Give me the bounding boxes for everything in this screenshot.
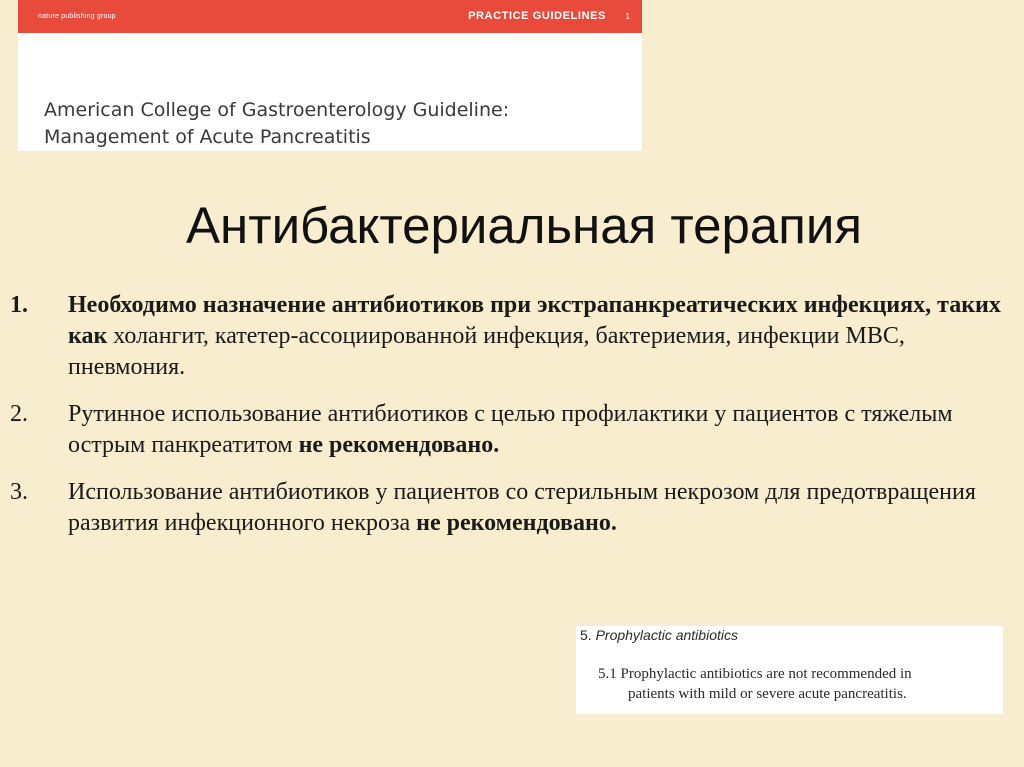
list-item-number: 2.: [10, 401, 28, 427]
list-item: [10, 477, 1010, 539]
list-item: [10, 399, 1010, 461]
list-item-text: Использование антибиотиков у пациентов со стерильным некрозом для предотвращения развития инфекционного некроза: [68, 479, 976, 536]
section-label: PRACTICE GUIDELINES: [468, 10, 606, 22]
publisher-label: nature publishing group: [38, 13, 116, 20]
journal-header-excerpt: [18, 0, 642, 151]
slide-title: Антибактериальная терапия: [186, 197, 862, 254]
recommendation-list: [10, 290, 1010, 555]
list-item-number: 1.: [10, 292, 28, 318]
quote-heading-number: 5.: [580, 627, 592, 643]
list-item-bold-text: не рекомендовано.: [298, 432, 500, 458]
list-item-text: холангит, катетер-ассоциированной инфекция, бактериемия, инфекции МВС, пневмония.: [68, 323, 905, 380]
guideline-quote-excerpt: [576, 626, 1003, 714]
list-item-bold-text: Необходимо назначение антибиотиков при экстрапанкреатических инфекциях, таких как: [68, 292, 1001, 349]
list-item-bold-text: не рекомендовано.: [416, 510, 617, 536]
list-item-number: 3.: [10, 479, 28, 505]
quote-body: [598, 664, 912, 704]
list-item: [10, 290, 1010, 383]
quote-heading-text: Prophylactic antibiotics: [595, 627, 738, 643]
quote-line1: Prophylactic antibiotics are not recommended in: [620, 666, 912, 682]
list-item-text: Рутинное использование антибиотиков с целью профилактики у пациентов с тяжелым острым панкреатитом: [68, 401, 953, 458]
journal-header-bar: [18, 0, 642, 33]
guideline-title-line1: American College of Gastroenterology Guideline:: [44, 99, 510, 121]
guideline-title-line2: Management of Acute Pancreatitis: [44, 126, 371, 148]
guideline-title: [44, 97, 509, 151]
quote-item-number: 5.1: [598, 666, 617, 682]
quote-heading: [580, 627, 738, 643]
quote-line2: patients with mild or severe acute pancreatitis.: [628, 686, 907, 702]
page-number: 1: [625, 12, 630, 21]
